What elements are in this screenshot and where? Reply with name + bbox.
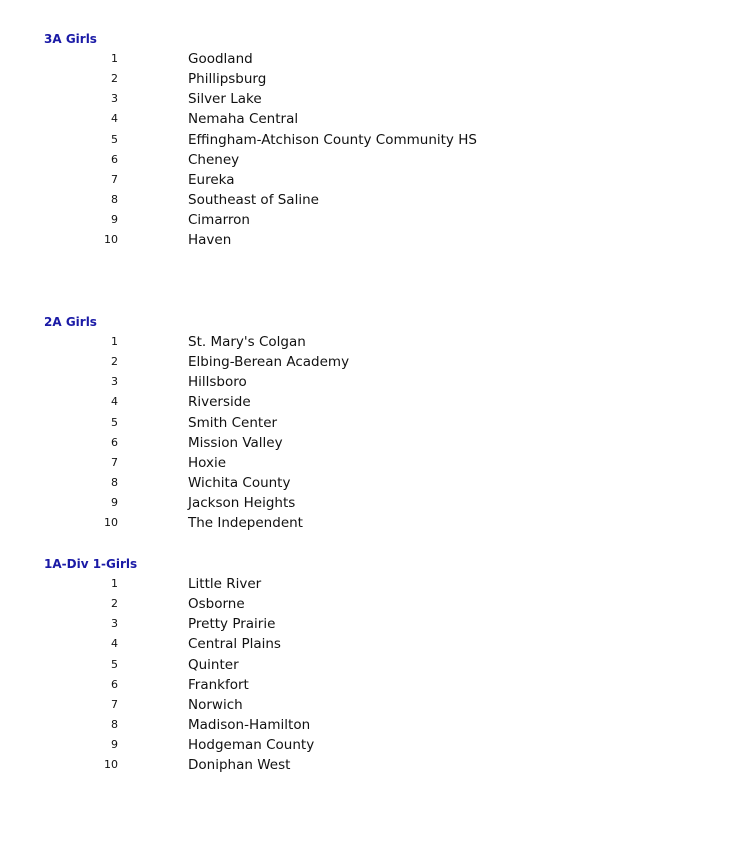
ranking-row xyxy=(0,372,747,392)
rank-number: 5 xyxy=(111,657,118,671)
school-name: Nemaha Central xyxy=(188,111,299,128)
school-name: Elbing-Berean Academy xyxy=(188,354,350,371)
school-name: Norwich xyxy=(188,696,243,713)
school-name: Haven xyxy=(188,232,232,249)
rank-number: 6 xyxy=(111,677,118,691)
school-name: Southeast of Saline xyxy=(188,191,319,208)
rank-number: 9 xyxy=(111,213,118,227)
rank-number: 1 xyxy=(111,52,118,65)
section-heading: 1A-Div 1-Girls xyxy=(44,557,138,571)
rank-number: 5 xyxy=(111,132,118,146)
section-heading: 3A Girls xyxy=(44,32,97,46)
rank-number: 2 xyxy=(111,597,118,611)
ranking-row xyxy=(0,392,747,412)
school-name: Jackson Heights xyxy=(188,495,296,512)
school-name: Wichita County xyxy=(188,474,291,491)
school-name: Frankfort xyxy=(188,676,249,693)
school-name: Smith Center xyxy=(188,414,278,431)
school-name: Hillsboro xyxy=(188,374,247,391)
ranking-row xyxy=(0,755,747,775)
rank-number: 9 xyxy=(111,496,118,510)
school-name: Little River xyxy=(188,576,262,592)
rank-number: 2 xyxy=(111,355,118,369)
rank-number: 10 xyxy=(104,516,118,530)
school-name: Osborne xyxy=(188,596,245,613)
school-name: Effingham-Atchison County Community HS xyxy=(188,131,477,148)
rank-number: 10 xyxy=(104,233,118,247)
ranking-row xyxy=(0,594,747,614)
rank-number: 7 xyxy=(111,697,118,711)
school-name: The Independent xyxy=(188,515,303,532)
school-name: Cheney xyxy=(188,151,240,168)
school-name: Hoxie xyxy=(188,454,227,471)
rank-number: 1 xyxy=(111,577,118,590)
school-name: Central Plains xyxy=(188,636,281,653)
ranking-row xyxy=(0,473,747,493)
ranking-row xyxy=(0,433,747,453)
school-name: Phillipsburg xyxy=(188,71,267,88)
rank-number: 4 xyxy=(111,637,118,651)
ranking-row xyxy=(0,493,747,513)
rank-number: 2 xyxy=(111,72,118,86)
ranking-row xyxy=(0,170,747,190)
school-name: Eureka xyxy=(188,171,235,188)
ranking-row xyxy=(0,230,747,250)
school-name: Madison-Hamilton xyxy=(188,716,311,733)
ranking-row xyxy=(0,513,747,533)
ranking-row xyxy=(0,352,747,372)
rank-number: 8 xyxy=(111,717,118,731)
ranking-row xyxy=(0,574,747,594)
rankings-list xyxy=(0,332,747,533)
ranking-row xyxy=(0,655,747,675)
ranking-row xyxy=(0,735,747,755)
rank-number: 5 xyxy=(111,415,118,429)
ranking-row xyxy=(0,69,747,89)
ranking-row xyxy=(0,332,747,352)
ranking-row xyxy=(0,109,747,129)
rank-number: 8 xyxy=(111,192,118,206)
school-name: Pretty Prairie xyxy=(188,616,276,633)
ranking-row xyxy=(0,715,747,735)
ranking-row xyxy=(0,614,747,634)
ranking-row xyxy=(0,695,747,715)
school-name: Quinter xyxy=(188,656,239,673)
rankings-list xyxy=(0,574,747,775)
rankings-list xyxy=(0,49,747,250)
rank-number: 3 xyxy=(111,92,118,106)
rank-number: 6 xyxy=(111,152,118,166)
rank-number: 7 xyxy=(111,172,118,186)
ranking-row xyxy=(0,130,747,150)
school-name: Cimarron xyxy=(188,212,250,229)
rank-number: 3 xyxy=(111,375,118,389)
rank-number: 6 xyxy=(111,435,118,449)
school-name: Doniphan West xyxy=(188,757,291,774)
ranking-row xyxy=(0,453,747,473)
rank-number: 7 xyxy=(111,455,118,469)
rank-number: 8 xyxy=(111,475,118,489)
ranking-row xyxy=(0,210,747,230)
rank-number: 1 xyxy=(111,335,118,348)
rank-number: 4 xyxy=(111,395,118,409)
school-name: Mission Valley xyxy=(188,434,283,451)
ranking-row xyxy=(0,190,747,210)
school-name: St. Mary's Colgan xyxy=(188,334,306,350)
school-name: Silver Lake xyxy=(188,91,262,108)
rank-number: 3 xyxy=(111,617,118,631)
school-name: Hodgeman County xyxy=(188,737,315,754)
rank-number: 9 xyxy=(111,738,118,752)
ranking-row xyxy=(0,49,747,69)
ranking-row xyxy=(0,89,747,109)
ranking-row xyxy=(0,634,747,654)
ranking-row xyxy=(0,675,747,695)
section-heading: 2A Girls xyxy=(44,315,97,329)
ranking-row xyxy=(0,413,747,433)
rank-number: 10 xyxy=(104,758,118,772)
school-name: Goodland xyxy=(188,51,253,67)
ranking-row xyxy=(0,150,747,170)
school-name: Riverside xyxy=(188,394,251,411)
rank-number: 4 xyxy=(111,112,118,126)
